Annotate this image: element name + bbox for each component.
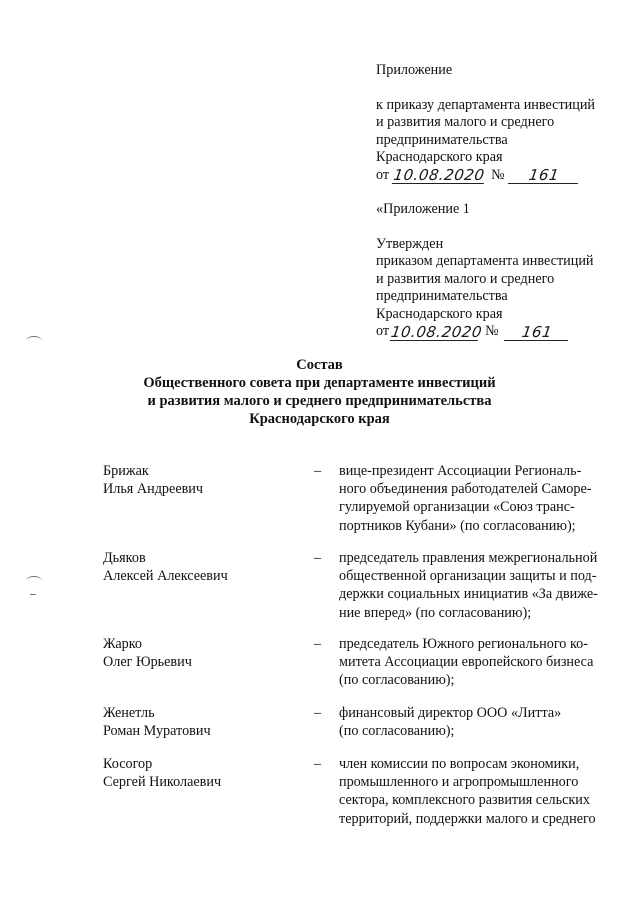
member-surname: Косогор bbox=[103, 756, 153, 772]
member-given-names: Алексей Алексеевич bbox=[103, 568, 228, 584]
title-line: Состав bbox=[296, 357, 343, 373]
member-role bbox=[339, 635, 616, 690]
member-name bbox=[103, 462, 293, 498]
order-line: Краснодарского края bbox=[376, 149, 503, 165]
order-line: и развития малого и среднего bbox=[376, 114, 555, 130]
member-name bbox=[103, 549, 293, 585]
approval-order-line: Краснодарского края bbox=[376, 305, 503, 322]
role-line: (по согласованию); bbox=[339, 672, 455, 689]
number-sign: № bbox=[485, 323, 499, 339]
member-name bbox=[103, 755, 293, 791]
member-role bbox=[339, 755, 616, 828]
member-surname: Брижак bbox=[103, 463, 149, 479]
role-line: сектора, комплексного развития сельских bbox=[339, 792, 590, 809]
member-dash: – bbox=[314, 636, 322, 652]
member-role bbox=[339, 704, 616, 740]
role-line: промышленного и агропромышленного bbox=[339, 774, 579, 791]
role-line: вице-президент Ассоциации Региональ- bbox=[339, 463, 582, 479]
handwritten-date: 10.08.2020 bbox=[389, 322, 484, 341]
document-title bbox=[0, 356, 639, 428]
approval-appendix-label: «Приложение 1 bbox=[376, 201, 470, 217]
member-name bbox=[103, 635, 293, 671]
member-name bbox=[103, 704, 293, 740]
member-dash: – bbox=[314, 756, 322, 772]
approved-label: Утвержден bbox=[376, 235, 444, 252]
member-given-names: Сергей Николаевич bbox=[103, 774, 222, 790]
role-line: председатель Южного регионального ко- bbox=[339, 636, 588, 652]
member-dash: – bbox=[314, 550, 322, 566]
role-line: территорий, поддержки малого и среднего bbox=[339, 810, 596, 827]
approval-order-line: предпринимательства bbox=[376, 288, 508, 304]
order-line: к приказу департамента инвестиций bbox=[376, 96, 596, 113]
member-role bbox=[339, 462, 616, 535]
title-line: Краснодарского края bbox=[249, 411, 390, 427]
handwritten-date: 10.08.2020 bbox=[392, 166, 486, 184]
role-line: гулируемой организации «Союз транс- bbox=[339, 499, 575, 516]
member-surname: Жарко bbox=[103, 636, 143, 652]
handwritten-number: 161 bbox=[507, 167, 579, 184]
member-surname: Дьяков bbox=[103, 550, 146, 566]
member-role bbox=[339, 549, 616, 622]
approval-order-line: приказом департамента инвестиций bbox=[376, 253, 594, 269]
role-line: общественной организации защиты и под- bbox=[339, 568, 597, 585]
role-line: член комиссии по вопросам экономики, bbox=[339, 756, 580, 772]
member-surname: Женетль bbox=[103, 705, 155, 721]
from-prefix: от bbox=[376, 323, 390, 339]
appendix-header bbox=[376, 62, 626, 341]
member-dash: – bbox=[314, 463, 322, 479]
number-sign: № bbox=[491, 166, 505, 183]
member-given-names: Олег Юрьевич bbox=[103, 654, 192, 670]
approval-date-number bbox=[376, 323, 626, 341]
member-dash: – bbox=[314, 705, 322, 721]
handwritten-number: 161 bbox=[503, 324, 569, 341]
role-line: ного объединения работодателей Саморе- bbox=[339, 481, 592, 498]
approval-order-line: и развития малого и среднего bbox=[376, 270, 555, 287]
role-line: ние вперед» (по согласованию); bbox=[339, 604, 532, 621]
order-line: предпринимательства bbox=[376, 131, 508, 148]
member-given-names: Роман Муратович bbox=[103, 723, 211, 739]
margin-mark bbox=[26, 576, 42, 585]
role-line: (по согласованию); bbox=[339, 723, 455, 740]
title-line: и развития малого и среднего предпринимательства bbox=[147, 393, 492, 409]
appendix-label: Приложение bbox=[376, 62, 453, 78]
role-line: финансовый директор ООО «Литта» bbox=[339, 705, 562, 721]
role-line: портников Кубани» (по согласованию); bbox=[339, 517, 576, 534]
margin-dash bbox=[30, 594, 36, 595]
from-prefix: от bbox=[376, 166, 390, 183]
member-given-names: Илья Андреевич bbox=[103, 481, 204, 497]
role-line: митета Ассоциации европейского бизнеса bbox=[339, 654, 594, 671]
order-date-number bbox=[376, 167, 626, 185]
role-line: председатель правления межрегиональной bbox=[339, 550, 598, 566]
title-line: Общественного совета при департаменте инвестиций bbox=[143, 375, 496, 391]
role-line: держки социальных инициатив «За движе- bbox=[339, 586, 598, 603]
margin-mark bbox=[26, 336, 42, 345]
